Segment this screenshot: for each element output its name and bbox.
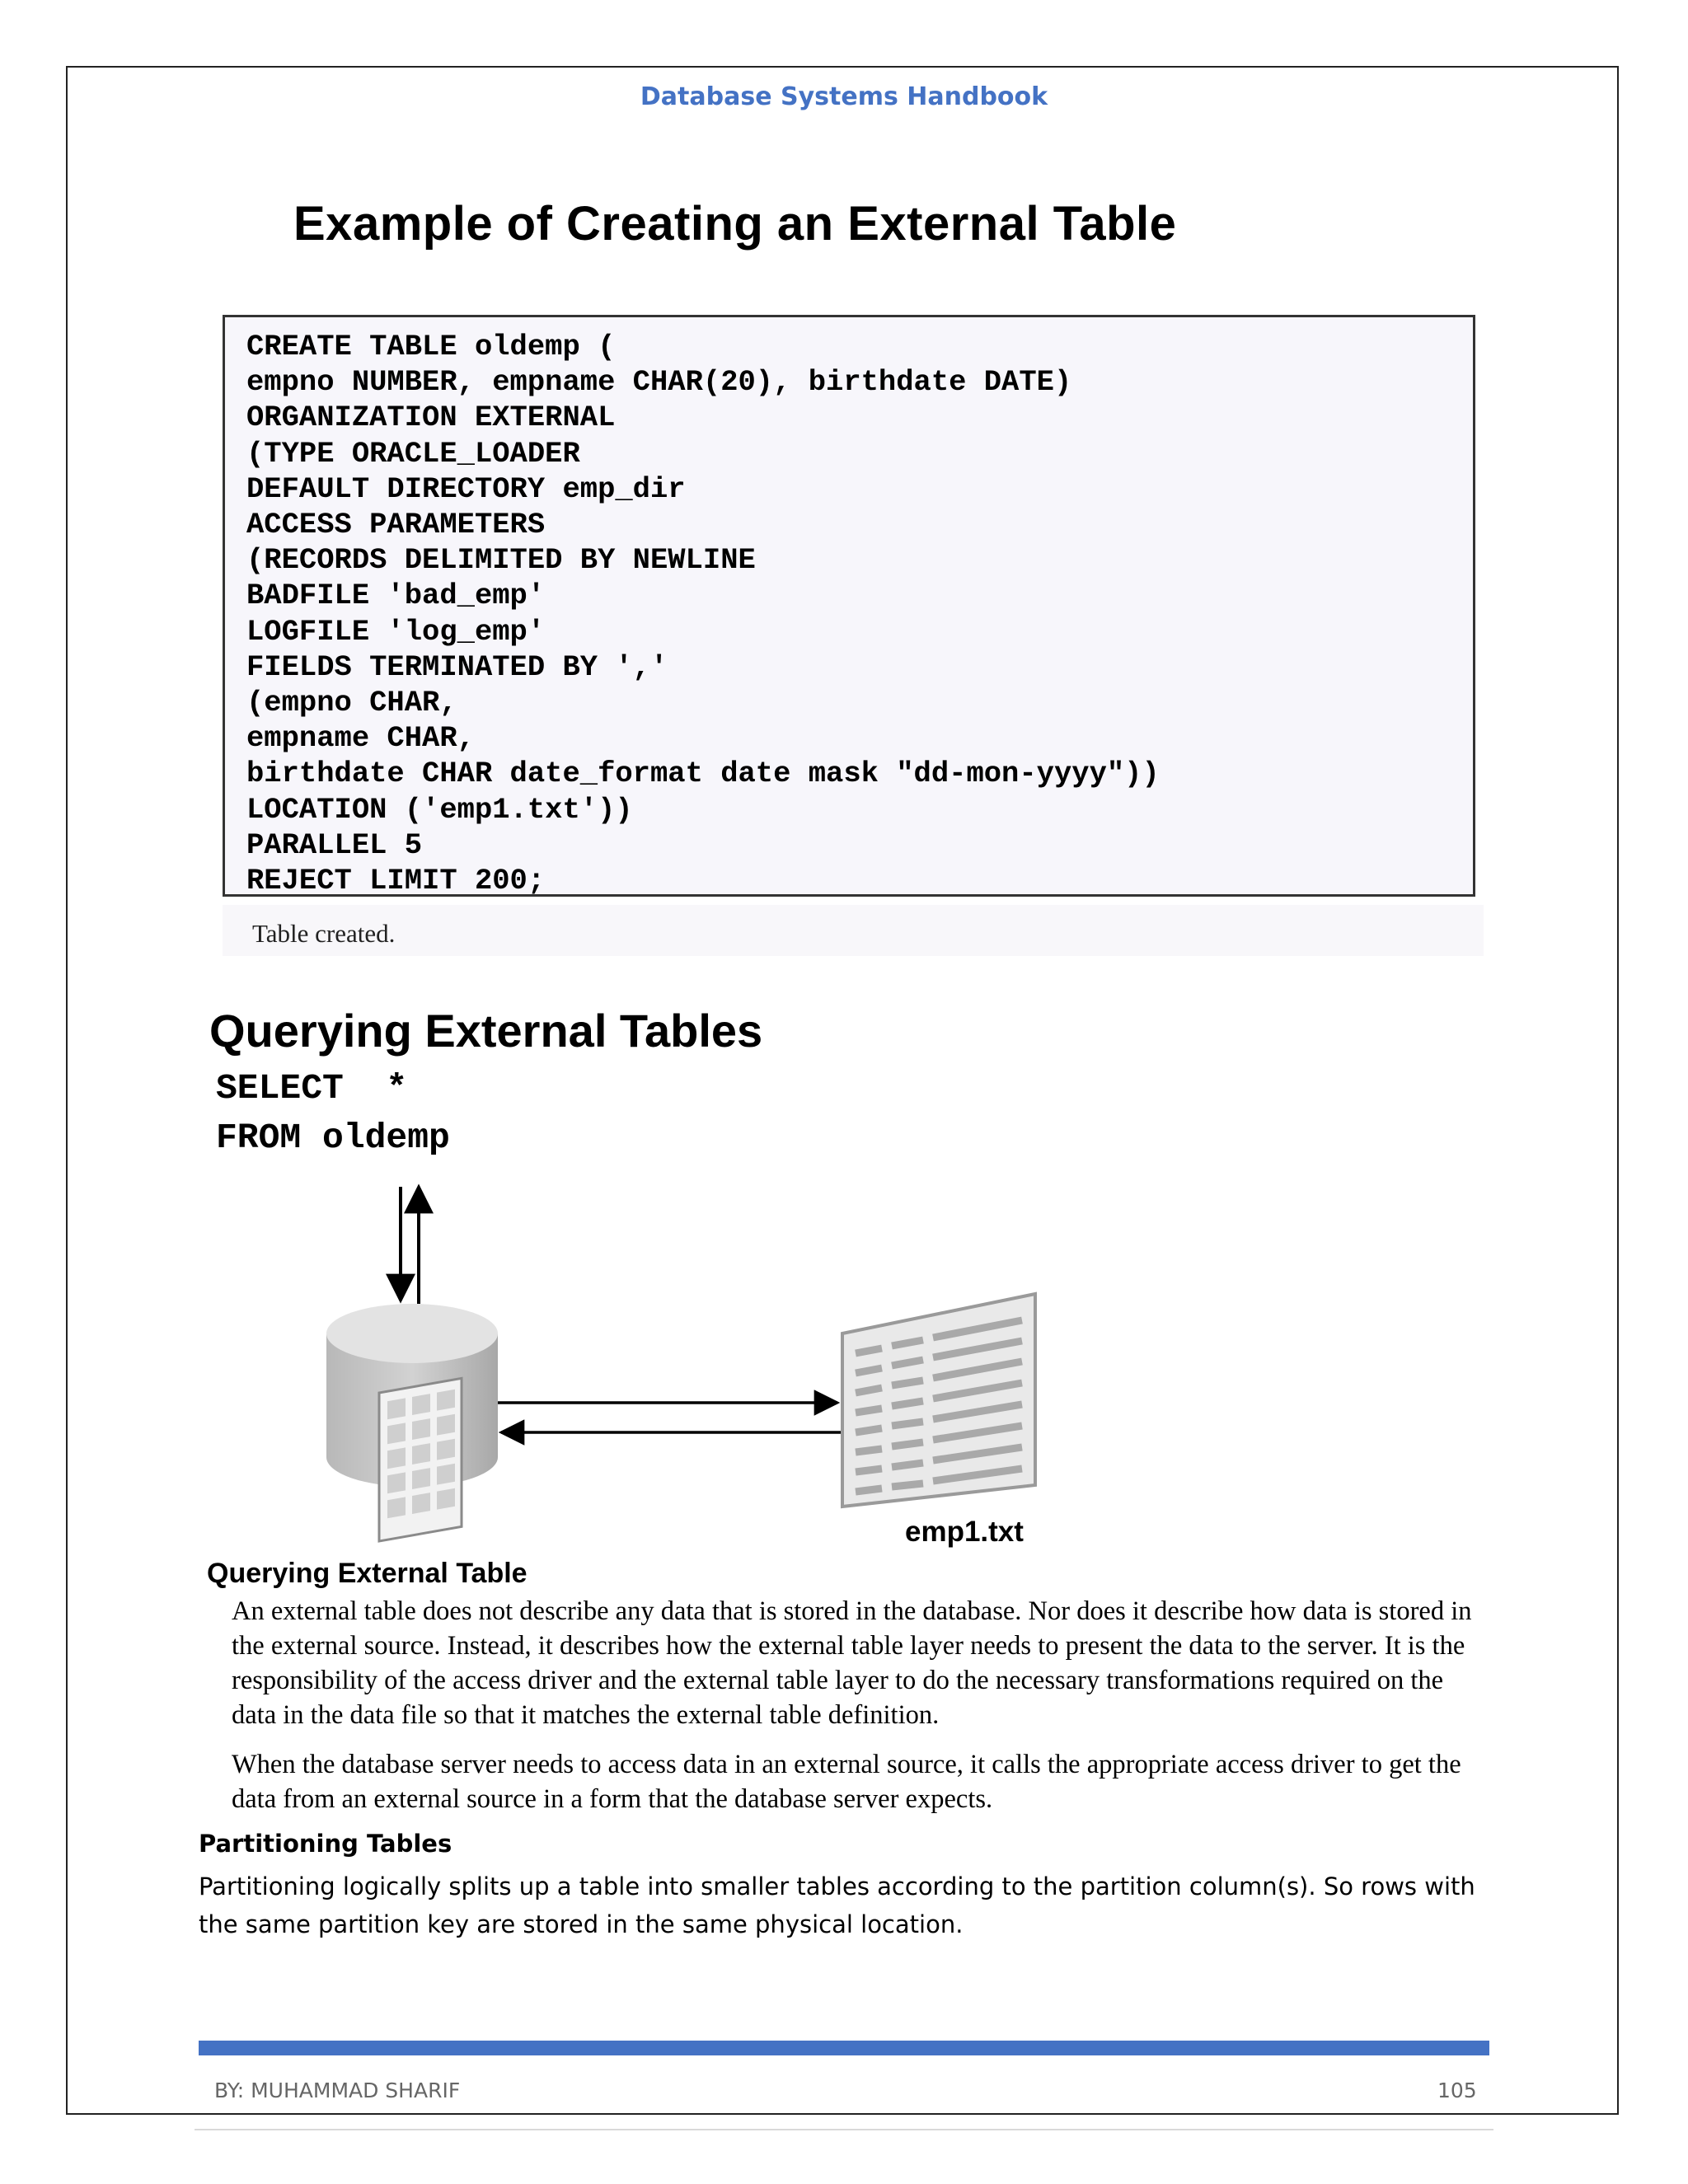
code-line: (empno CHAR, [246,686,457,720]
code-line: CREATE TABLE oldemp ( [246,330,616,363]
file-label: emp1.txt [905,1516,1024,1548]
code-line: BADFILE 'bad_emp' [246,579,546,613]
footer-author: BY: MUHAMMAD SHARIF [214,2079,461,2102]
code-block [223,315,1475,897]
access-arrows [498,1403,841,1432]
code-line: LOGFILE 'log_emp' [246,614,546,649]
paragraph: An external table does not describe any data that is stored in the database. Nor does it describe how data is stored in the external source. Instead, it describes how the external table layer needs to present the data to the server. It is the responsibility of the access driver and the external table layer to do the necessary transformations required on the data in the data file so that it matches the external table definition. [232,1596,1472,1730]
external-table-diagram [305,1170,1047,1558]
page-number: 105 [1437,2079,1477,2102]
code-line: birthdate CHAR date_format date mask "dd-mon-yyyy")) [246,757,1160,791]
section-text: Partitioning logically splits up a table into smaller tables according to the partition column(s). So rows with the same partition key are stored in the same physical location. [199,1872,1475,1938]
slide-title-create: Example of Creating an External Table [293,197,1177,251]
footer-bar [199,2041,1489,2055]
database-icon [326,1304,498,1541]
code-line: ORGANIZATION EXTERNAL [246,401,616,435]
running-header: Database Systems Handbook [640,82,1048,111]
section-heading: Partitioning Tables [199,1830,452,1858]
code-line: ACCESS PARAMETERS [246,508,546,542]
code-line: empname CHAR, [246,721,475,756]
figure-caption: Querying External Table [207,1558,528,1589]
code-line: REJECT LIMIT 200; [246,864,546,898]
code-line: DEFAULT DIRECTORY emp_dir [246,471,686,506]
code-line: (RECORDS DELIMITED BY NEWLINE [246,543,756,578]
code-line: PARALLEL 5 [246,827,423,862]
query-arrows [401,1187,419,1304]
sql-line: FROM oldemp [216,1118,450,1158]
code-line: (TYPE ORACLE_LOADER [246,436,580,471]
flat-file-icon [842,1294,1035,1507]
sql-line: SELECT * [216,1068,408,1108]
paragraph: When the database server needs to access data in an external source, it calls the appropriate access driver to get the data from an external source in a form that the database server expects. [232,1750,1461,1814]
footer-rule [195,2129,1493,2130]
slide-title-query: Querying External Tables [209,1005,763,1057]
code-line: empno NUMBER, empname CHAR(20), birthdate DATE) [246,365,1072,400]
code-line: LOCATION ('emp1.txt')) [246,792,633,827]
code-line: FIELDS TERMINATED BY ',' [246,649,668,684]
result-band [223,905,1484,956]
result-text: Table created. [252,919,396,948]
